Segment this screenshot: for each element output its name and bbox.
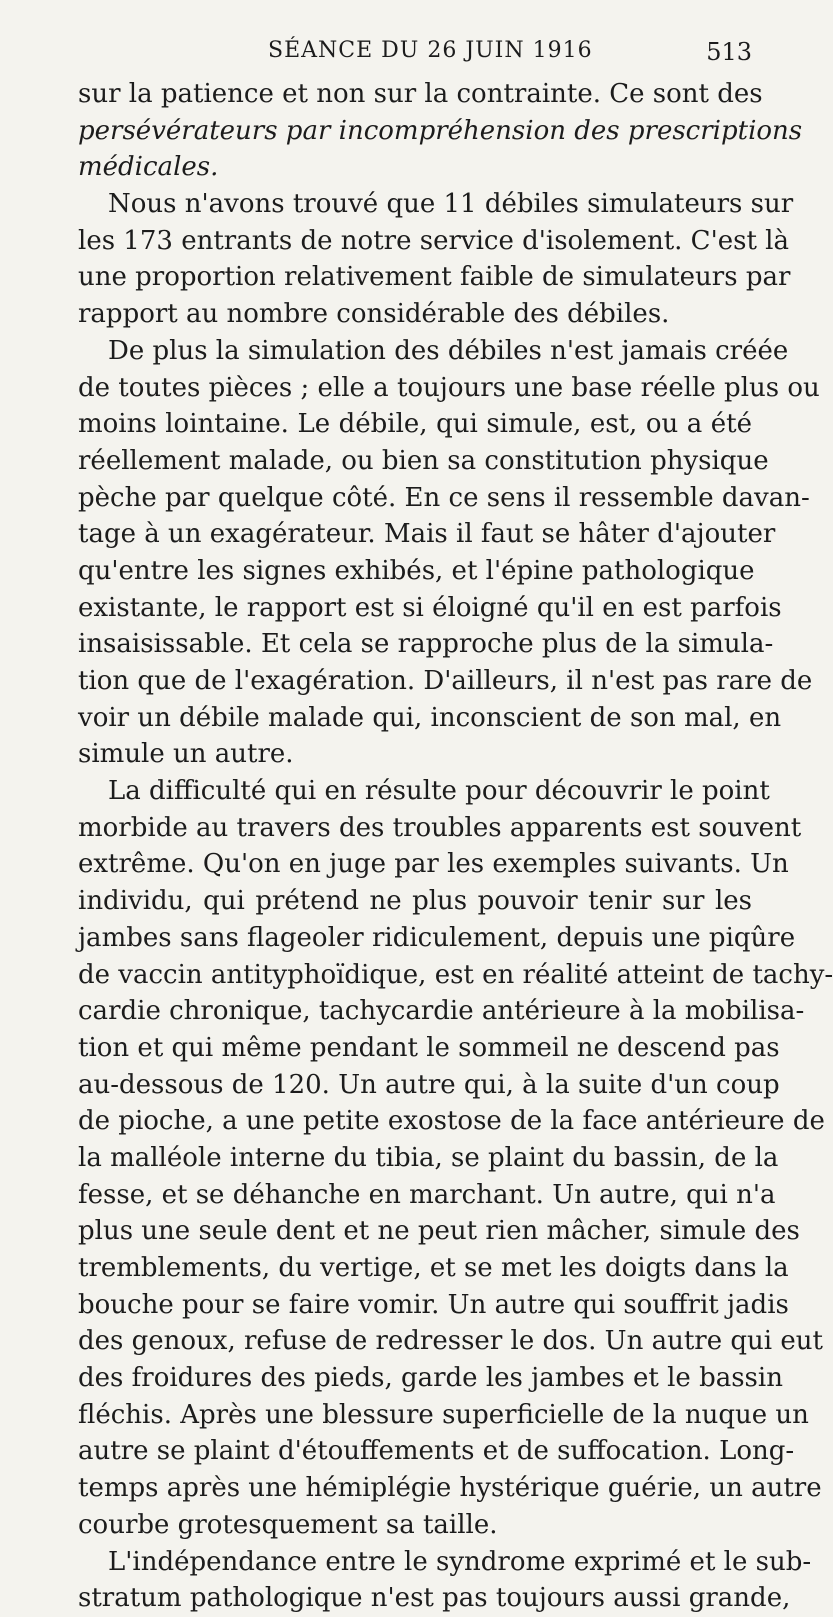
text-line: au-dessous de 120. Un autre qui, à la suite d'un coup (78, 1069, 780, 1100)
text-line: autre se plaint d'étouffements et de suffocation. Long- (78, 1436, 795, 1467)
page-header (78, 34, 752, 70)
text-line: tion que de l'exagération. D'ailleurs, il n'est pas rare de (78, 666, 813, 696)
text-line: courbe grotesquement sa taille. (78, 1509, 498, 1540)
text-line: persévérateurs par incompréhension des prescriptions (78, 115, 803, 146)
text-line: fléchis. Après une blessure superficielle de la nuque un (78, 1399, 809, 1430)
text-line: stratum pathologique n'est pas toujours aussi grande, (78, 1583, 791, 1614)
text-line: des genoux, refuse de redresser le dos. Un autre qui eut (78, 1326, 823, 1357)
text-line: de toutes pièces ; elle a toujours une base réelle plus ou (78, 372, 820, 403)
text-line: fesse, et se déhanche en marchant. Un autre, qui n'a (78, 1179, 776, 1210)
text-line: tremblements, du vertige, et se met les doigts dans la (78, 1253, 789, 1283)
text-line: simule un autre. (78, 739, 294, 770)
text-line: tage à un exagérateur. Mais il faut se hâter d'ajouter (78, 519, 776, 550)
text-line: réellement malade, ou bien sa constitution physique (78, 445, 769, 476)
text-line: de pioche, a une petite exostose de la face antérieure de (78, 1106, 825, 1137)
text-line: morbide au travers des troubles apparents est souvent (78, 812, 802, 843)
text-line: une proportion relativement faible de simulateurs par (78, 262, 791, 293)
text-line: plus une seule dent et ne peut rien mâcher, simule des (78, 1216, 800, 1247)
text-line: sur la patience et non sur la contrainte. Ce sont des (78, 79, 763, 109)
text-line: insaisissable. Et cela se rapproche plus de la simula- (78, 629, 774, 660)
text-line: bouche pour se faire vomir. Un autre qui souffrit jadis (78, 1289, 789, 1320)
text-line: les 173 entrants de notre service d'isolement. C'est là (78, 225, 789, 256)
text-line: qu'entre les signes exhibés, et l'épine pathologique (78, 555, 755, 586)
text-line: des froidures des pieds, garde les jambes et le bassin (78, 1363, 783, 1394)
body-text (78, 76, 833, 1617)
text-line: jambes sans flageoler ridiculement, depuis une piqûre (78, 922, 796, 953)
text-line: individu, qui prétend ne plus pouvoir tenir sur les (78, 886, 752, 917)
text-line: temps après une hémiplégie hystérique guérie, un autre (78, 1473, 822, 1504)
text-line: médicales. (78, 152, 219, 183)
text-line: de vaccin antityphoïdique, est en réalité atteint de tachy- (78, 959, 833, 990)
running-head: SÉANCE DU 26 JUIN 1916 (268, 38, 593, 63)
text-line: Nous n'avons trouvé que 11 débiles simulateurs sur (108, 189, 794, 220)
text-line: La difficulté qui en résulte pour découvrir le point (108, 776, 770, 807)
text-line: moins lointaine. Le débile, qui simule, est, ou a été (78, 409, 752, 440)
text-line: De plus la simulation des débiles n'est jamais créée (108, 335, 789, 366)
text-line: cardie chronique, tachycardie antérieure à la mobilisa- (78, 996, 805, 1027)
text-line: existante, le rapport est si éloigné qu'il en est parfois (78, 592, 782, 623)
page-number: 513 (706, 38, 752, 66)
text-line: voir un débile malade qui, inconscient de son mal, en (78, 702, 782, 733)
text-line: la malléole interne du tibia, se plaint du bassin, de la (78, 1142, 779, 1173)
text-line: pèche par quelque côté. En ce sens il ressemble davan- (78, 482, 810, 513)
text-line: tion et qui même pendant le sommeil ne descend pas (78, 1032, 780, 1063)
text-line: L'indépendance entre le syndrome exprimé et le sub- (108, 1546, 812, 1577)
text-line: rapport au nombre considérable des débiles. (78, 299, 670, 330)
text-line: extrême. Qu'on en juge par les exemples suivants. Un (78, 849, 789, 880)
